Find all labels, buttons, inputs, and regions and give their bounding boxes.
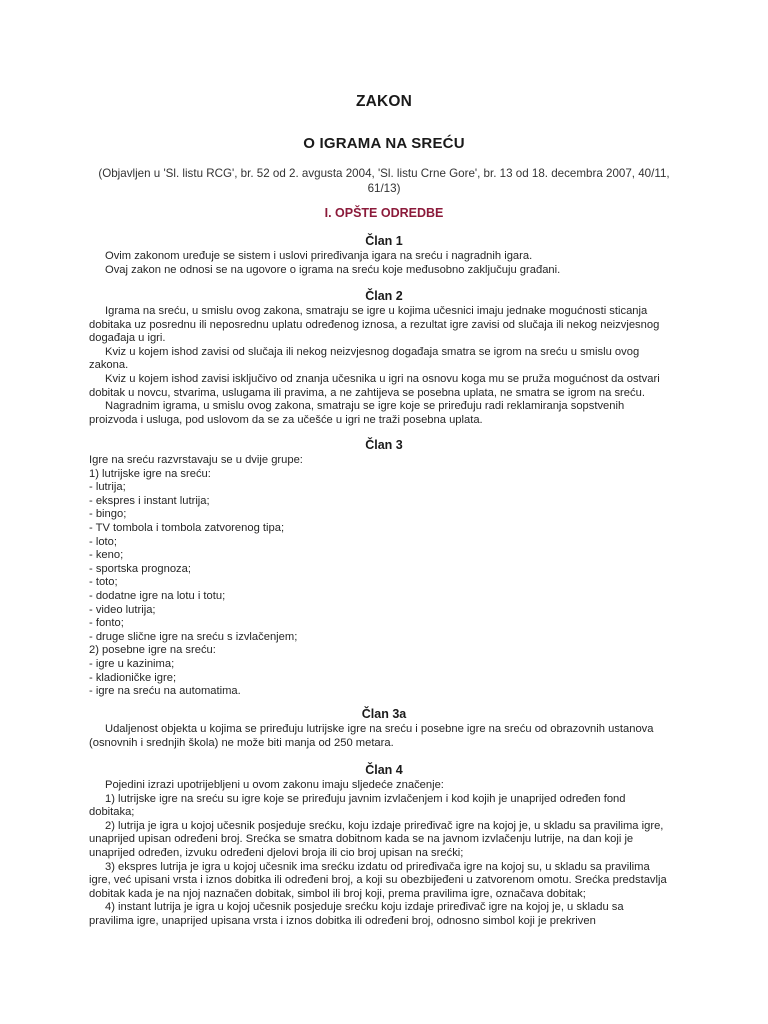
list-item: 2) posebne igre na sreću: (89, 644, 216, 657)
article-body (89, 250, 679, 277)
text-line: Igrama na sreću, u smislu ovog zakona, smatraju se igre u kojima učesnici imaju jednake mogućnosti sticanja (105, 305, 648, 317)
publication-note-line: (Objavljen u 'Sl. listu RCG', br. 52 od 2. avgusta 2004, 'Sl. listu Crne Gore', br. 13 od 18. decembra 2007, 40/11, (98, 167, 670, 180)
text-line: Kviz u kojem ishod zavisi od slučaja ili nekog neizvjesnog događaja smatra se igrom na sreću u smislu ovog (105, 345, 640, 358)
text-line: Ovaj zakon ne odnosi se na ugovore o igrama na sreću koje međusobno zaključuju građani. (105, 263, 561, 276)
article-body (89, 305, 679, 427)
text-line: unaprijed određen, izvuku određeni djelovi broja ili cio broj upisan na srećki; (89, 846, 464, 859)
article-body (89, 454, 679, 699)
text-line: Udaljenost objekta u kojima se priređuju lutrijske igre na sreću i posebne igre na sreću od obrazovnih ustanova (105, 723, 654, 735)
list-item: - bingo; (89, 508, 127, 521)
article-heading: Član 4 (365, 763, 403, 777)
text-line: 1) lutrijske igre na sreću su igre koje se priređuju javnim izvlačenjem i kod kojih je unaprijed određen fond (105, 792, 626, 805)
text-line: igre, već upisani vrsta i iznos dobitka ili određeni broj, a koji su obezbijeđeni u zatvorenom omotu. Srećka predstavlja (89, 874, 667, 887)
article-heading: Član 3 (365, 438, 403, 452)
text-line: Pojedini izrazi upotrijebljeni u ovom zakonu imaju sljedeće značenje: (105, 779, 444, 791)
article-body (89, 723, 679, 750)
list-item: - igre na sreću na automatima. (89, 685, 241, 698)
list-item: - TV tombola i tombola zatvorenog tipa; (89, 521, 285, 534)
text-line: 3) ekspres lutrija je igra u kojoj učesnik ima srećku izdatu od priređivača igre na kojoj su, u skladu sa pravilima (105, 860, 650, 873)
article-heading: Član 3a (361, 707, 407, 721)
text-line: proizvoda i usluga, pod uslovom da se za učešće u igri ne traži posebna uplata. (89, 413, 483, 426)
publication-note (89, 166, 679, 196)
list-item: - fonto; (89, 617, 124, 630)
text-line: Nagradnim igrama, u smislu ovog zakona, smatraju se igre koje se priređuju radi reklamiranja sopstvenih (105, 400, 625, 413)
text-line: pravilima igre, unaprijed upisana vrsta i iznos dobitka ili određeni broj, odnosno simbol koji je prekriven (89, 914, 596, 927)
list-item: - toto; (89, 576, 118, 589)
text-line: Ovim zakonom uređuje se sistem i uslovi priređivanja igara na sreću i nagradnih igara. (105, 250, 533, 262)
text-line: dobitak kada je na njoj naznačen dobitak, simbol ili broj koji, prema pravilima igre, označava dobitak; (89, 887, 586, 900)
text-line: 2) lutrija je igra u kojoj učesnik posjeduje srećku, koju izdaje priređivač igre na kojoj je, u skladu sa pravilima igre, (105, 819, 664, 832)
list-item: - ekspres i instant lutrija; (89, 494, 210, 507)
list-item: - keno; (89, 549, 124, 562)
document-subtitle: O IGRAMA NA SREĆU (303, 135, 465, 152)
text-line: dobitak u novcu, stvarima, uslugama ili pravima, a ne zahtijeva se posebna uplata, ne smatra se igrom na sreću. (89, 386, 645, 399)
list-item: - igre u kazinima; (89, 657, 175, 670)
article-heading: Član 1 (365, 234, 403, 248)
list-item: - sportska prognoza; (89, 562, 191, 575)
publication-note-line: 61/13) (367, 182, 401, 195)
text-line: zakona. (89, 359, 129, 372)
article-heading: Član 2 (365, 289, 403, 303)
article-body (89, 779, 679, 929)
list-item: - druge slične igre na sreću s izvlačenjem; (89, 630, 298, 643)
list-item: - lutrija; (89, 481, 126, 494)
text-line: 4) instant lutrija je igra u kojoj učesnik posjeduje srećku koju izdaje priređivač igre na kojoj je, u skladu sa (105, 901, 624, 914)
list-item: - loto; (89, 535, 117, 548)
text-line: Igre na sreću razvrstavaju se u dvije grupe: (89, 454, 303, 466)
list-item: - kladioničke igre; (89, 671, 177, 684)
text-line: (osnovnih i srednjih škola) ne može biti manja od 250 metara. (89, 736, 394, 749)
text-line: Kviz u kojem ishod zavisi isključivo od znanja učesnika u igri na osnovu koga mu se pruža mogućnost da ostvari (105, 372, 660, 385)
list-item: - dodatne igre na lotu i totu; (89, 589, 226, 602)
document-title: ZAKON (355, 93, 413, 110)
section-title: I. OPŠTE ODREDBE (324, 206, 444, 220)
list-item: 1) lutrijske igre na sreću: (89, 467, 211, 480)
text-line: dobitaka; (89, 806, 135, 819)
text-line: događaja u igri. (89, 332, 166, 345)
text-line: unaprijed upisan određeni broj. Srećka se smatra dobitnom kada se na javnom izvlačenju lutrije, na dan koji je (89, 833, 634, 846)
text-line: dobitaka uz posrednu ili neposrednu uplatu određenog iznosa, a rezultat igre zavisi od slučaja ili nekog neizvjesnog (89, 318, 660, 331)
list-item: - video lutrija; (89, 603, 156, 616)
